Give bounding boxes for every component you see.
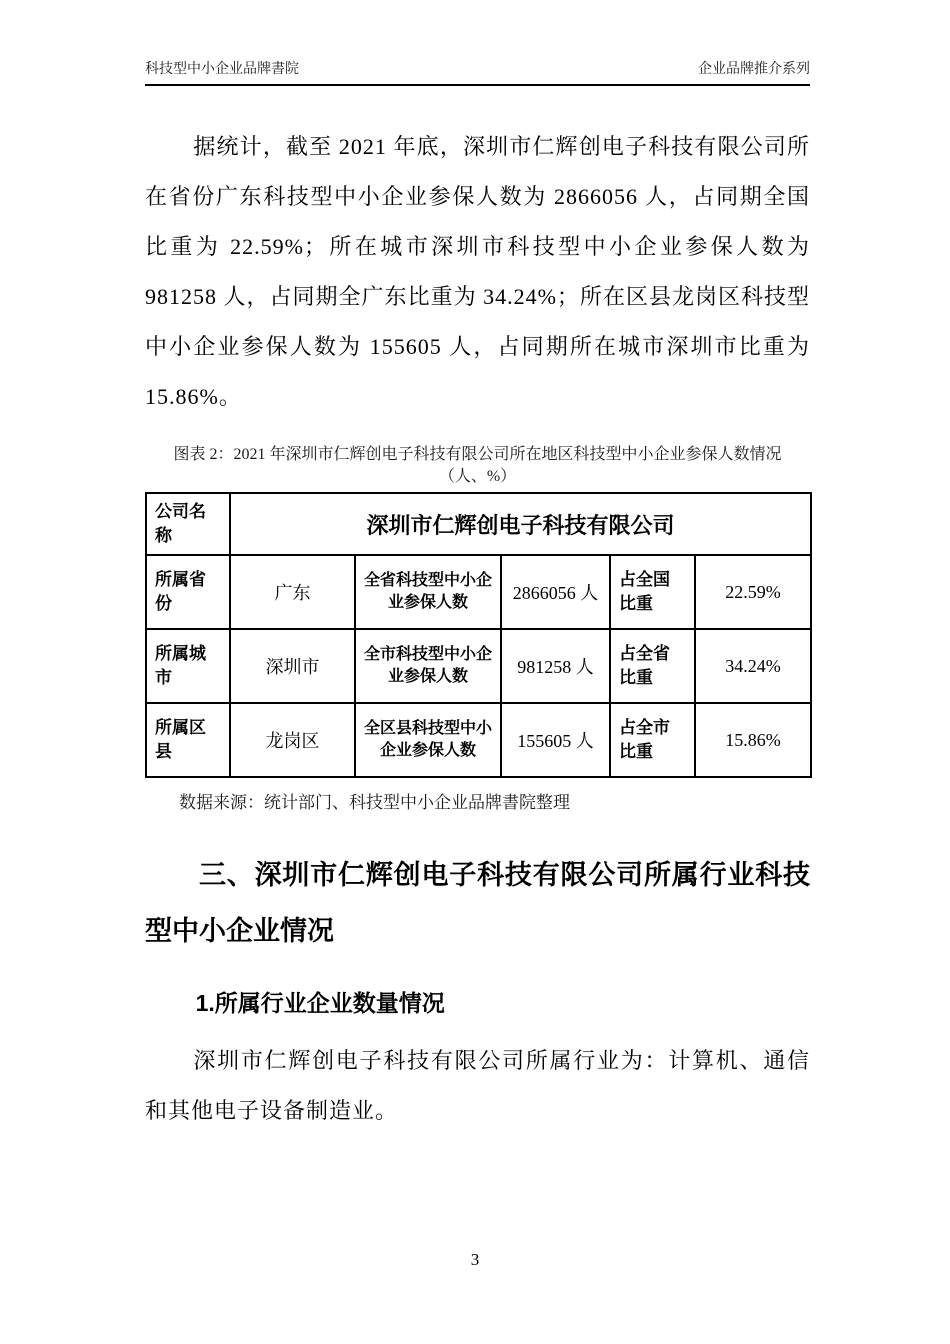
value-cell: 155605 人 <box>501 703 610 777</box>
table-caption <box>145 444 810 488</box>
share-value-cell: 22.59% <box>695 555 811 629</box>
table-row <box>146 703 811 777</box>
table-row <box>146 555 811 629</box>
company-name-cell: 深圳市仁辉创电子科技有限公司 <box>230 493 811 555</box>
sub-heading: 1.所属行业企业数量情况 <box>195 990 445 1016</box>
statistics-paragraph: 据统计，截至 2021 年底，深圳市仁辉创电子科技有限公司所在省份广东科技型中小企业参保人数为 2866056 人，占同期全国比重为 22.59%；所在城市深圳市科技型中小企业参保人数为 981258 人，占同期全广东比重为 34.24%；所在区县龙岗区科技型中小企业参保人数为 155605 人，占同期所在城市深圳市比重为 15.86%。 <box>145 134 810 409</box>
metric-cell: 全省科技型中小企业参保人数 <box>355 555 501 629</box>
table-caption-line1: 图表 2：2021 年深圳市仁辉创电子科技有限公司所在地区科技型中小企业参保人数情况 <box>173 446 782 463</box>
table-row-company <box>146 493 811 555</box>
share-value-cell: 34.24% <box>695 629 811 703</box>
region-cell: 广东 <box>230 555 355 629</box>
header-left-text: 科技型中小企业品牌書院 <box>145 60 299 76</box>
page-number: 3 <box>470 1250 480 1269</box>
value-cell: 2866056 人 <box>501 555 610 629</box>
document-content <box>145 122 810 1136</box>
region-cell: 深圳市 <box>230 629 355 703</box>
insured-persons-table <box>145 492 812 778</box>
metric-cell: 全区县科技型中小企业参保人数 <box>355 703 501 777</box>
table-row <box>146 629 811 703</box>
row-label-cell: 所属城市 <box>146 629 230 703</box>
page-header <box>145 58 810 86</box>
industry-paragraph: 深圳市仁辉创电子科技有限公司所属行业为：计算机、通信和其他电子设备制造业。 <box>145 1048 810 1123</box>
share-label-cell: 占全市比重 <box>610 703 695 777</box>
region-cell: 龙岗区 <box>230 703 355 777</box>
metric-cell: 全市科技型中小企业参保人数 <box>355 629 501 703</box>
value-cell: 981258 人 <box>501 629 610 703</box>
share-value-cell: 15.86% <box>695 703 811 777</box>
share-label-cell: 占全国比重 <box>610 555 695 629</box>
section-heading: 三、深圳市仁辉创电子科技有限公司所属行业科技型中小企业情况 <box>145 860 810 946</box>
row-label-cell: 所属省份 <box>146 555 230 629</box>
header-right-text: 企业品牌推介系列 <box>698 60 810 76</box>
table-caption-line2: （人、%） <box>438 468 517 485</box>
row-label-cell: 所属区县 <box>146 703 230 777</box>
share-label-cell: 占全省比重 <box>610 629 695 703</box>
data-source-note: 数据来源：统计部门、科技型中小企业品牌書院整理 <box>179 793 570 812</box>
company-label-cell: 公司名称 <box>146 493 230 555</box>
page-footer <box>0 1250 950 1270</box>
